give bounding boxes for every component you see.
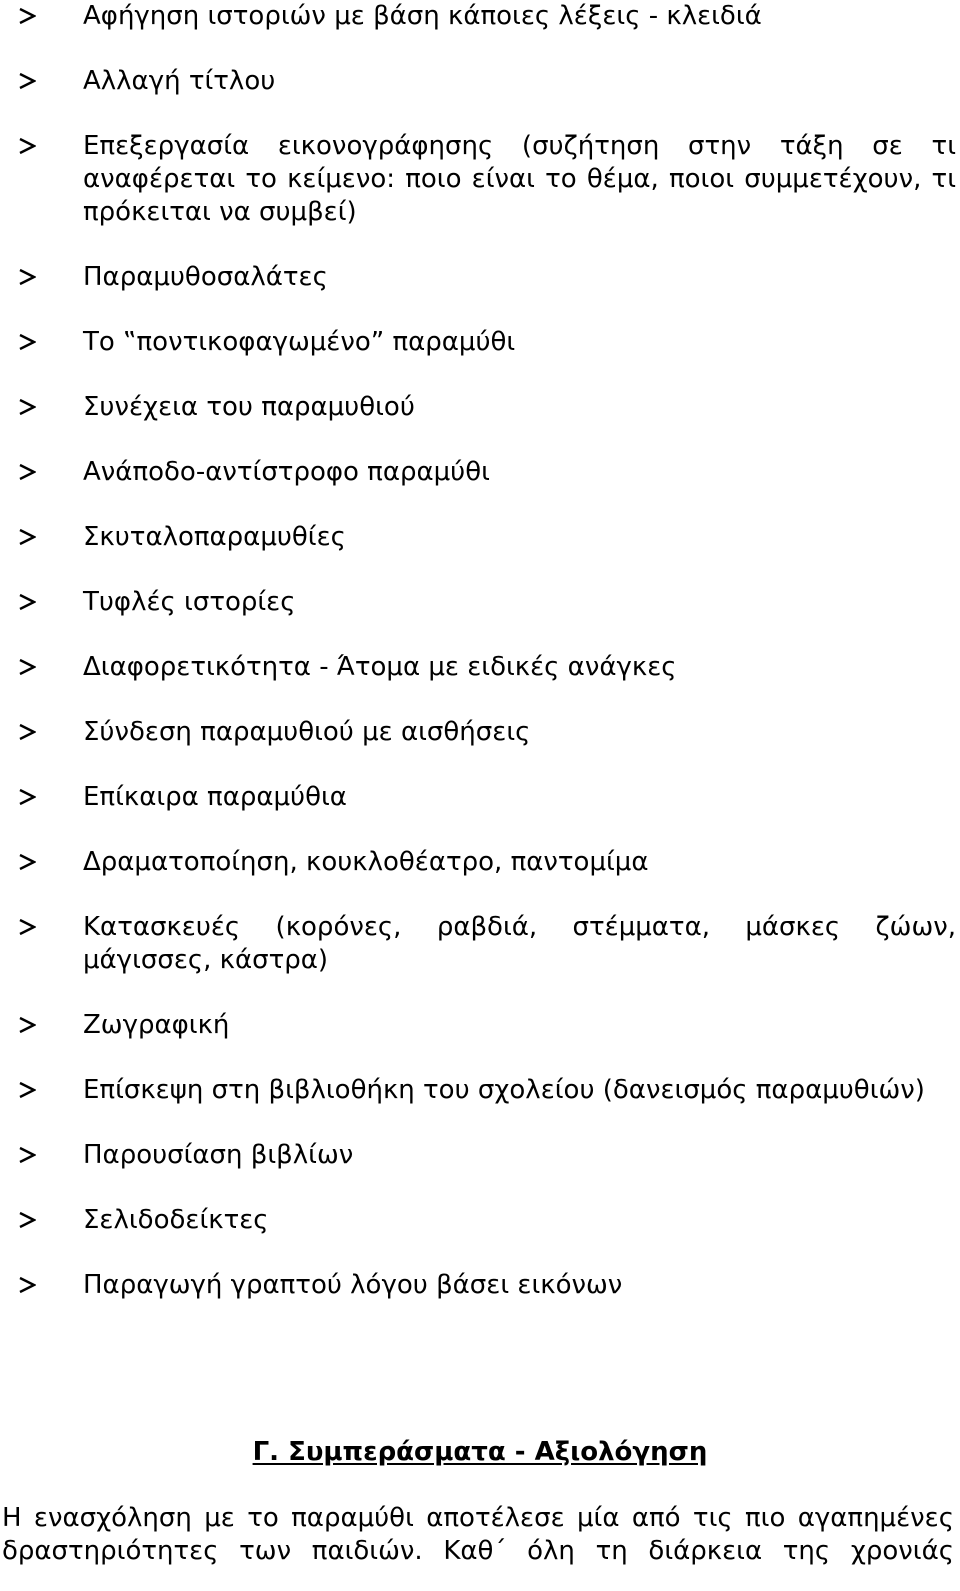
list-item xyxy=(0,911,960,977)
arrow-bullet-icon xyxy=(18,398,36,416)
list-item-text: Ζωγραφική xyxy=(83,1010,230,1040)
section-heading xyxy=(0,1436,960,1469)
list-item-text: Παραγωγή γραπτού λόγου βάσει εικόνων xyxy=(83,1270,623,1300)
arrow-bullet-icon xyxy=(18,72,36,90)
arrow-bullet-icon xyxy=(18,658,36,676)
list-item xyxy=(0,1204,960,1237)
list-item xyxy=(0,456,960,489)
list-item-text: Αφήγηση ιστοριών με βάση κάποιες λέξεις - κλειδιά xyxy=(83,1,762,31)
list-item-text: Σύνδεση παραμυθιού με αισθήσεις xyxy=(83,717,531,747)
list-item xyxy=(0,391,960,424)
list-item-text: Κατασκευές (κορόνες, ραβδιά, στέμματα, μάσκες ζώων, μάγισσες, κάστρα) xyxy=(83,912,956,975)
body-paragraph: Η ενασχόληση με το παραμύθι αποτέλεσε μία από τις πιο αγαπημένες δραστηριότητες των παιδιών. Καθ΄ όλη τη διάρκεια της χρονιάς xyxy=(2,1503,954,1566)
arrow-bullet-icon xyxy=(18,333,36,351)
list-item xyxy=(0,65,960,98)
list-item-text: Παραμυθοσαλάτες xyxy=(83,262,328,292)
list-item-text: Το ‟ποντικοφαγωμένο” παραμύθι xyxy=(83,327,516,357)
arrow-bullet-icon xyxy=(18,853,36,871)
list-item xyxy=(0,130,960,229)
arrow-bullet-icon xyxy=(18,788,36,806)
arrow-bullet-icon xyxy=(18,528,36,546)
list-item-text: Τυφλές ιστορίες xyxy=(83,587,296,617)
list-item-text: Επεξεργασία εικονογράφησης (συζήτηση στην τάξη σε τι αναφέρεται το κείμενο: ποιο είναι το θέμα, ποιοι συμμετέχουν, τι πρόκειται να συμβεί) xyxy=(83,131,956,227)
list-item xyxy=(0,326,960,359)
arrow-bullet-icon xyxy=(18,7,36,25)
list-item-text: Παρουσίαση βιβλίων xyxy=(83,1140,354,1170)
list-item-text: Σελιδοδείκτες xyxy=(83,1205,269,1235)
list-item xyxy=(0,586,960,619)
list-item xyxy=(0,0,960,33)
list-item xyxy=(0,521,960,554)
list-item xyxy=(0,1074,960,1107)
arrow-bullet-icon xyxy=(18,1016,36,1034)
arrow-bullet-icon xyxy=(18,1081,36,1099)
arrow-bullet-icon xyxy=(18,723,36,741)
arrow-bullet-icon xyxy=(18,137,36,155)
list-item-text: Διαφορετικότητα - Άτομα με ειδικές ανάγκες xyxy=(83,652,677,682)
list-item xyxy=(0,1139,960,1172)
list-item-text: Επίσκεψη στη βιβλιοθήκη του σχολείου (δανεισμός παραμυθιών) xyxy=(83,1075,925,1105)
arrow-bullet-icon xyxy=(18,918,36,936)
list-item xyxy=(0,781,960,814)
list-item xyxy=(0,1009,960,1042)
section-heading-text: Γ. Συμπεράσματα - Αξιολόγηση xyxy=(252,1437,708,1467)
list-item xyxy=(0,261,960,294)
arrow-bullet-icon xyxy=(18,1276,36,1294)
list-item-text: Ανάποδο-αντίστροφο παραμύθι xyxy=(83,457,490,487)
arrow-bullet-icon xyxy=(18,1211,36,1229)
arrow-bullet-icon xyxy=(18,1146,36,1164)
arrow-bullet-icon xyxy=(18,463,36,481)
list-item xyxy=(0,846,960,879)
list-item-text: Αλλαγή τίτλου xyxy=(83,66,276,96)
arrow-bullet-icon xyxy=(18,268,36,286)
list-item xyxy=(0,716,960,749)
list-item-text: Συνέχεια του παραμυθιού xyxy=(83,392,415,422)
list-item-text: Σκυταλοπαραμυθίες xyxy=(83,522,346,552)
list-item-text: Επίκαιρα παραμύθια xyxy=(83,782,347,812)
list-item-text: Δραματοποίηση, κουκλοθέατρο, παντομίμα xyxy=(83,847,649,877)
list-item xyxy=(0,1269,960,1302)
arrow-bullet-icon xyxy=(18,593,36,611)
list-item xyxy=(0,651,960,684)
